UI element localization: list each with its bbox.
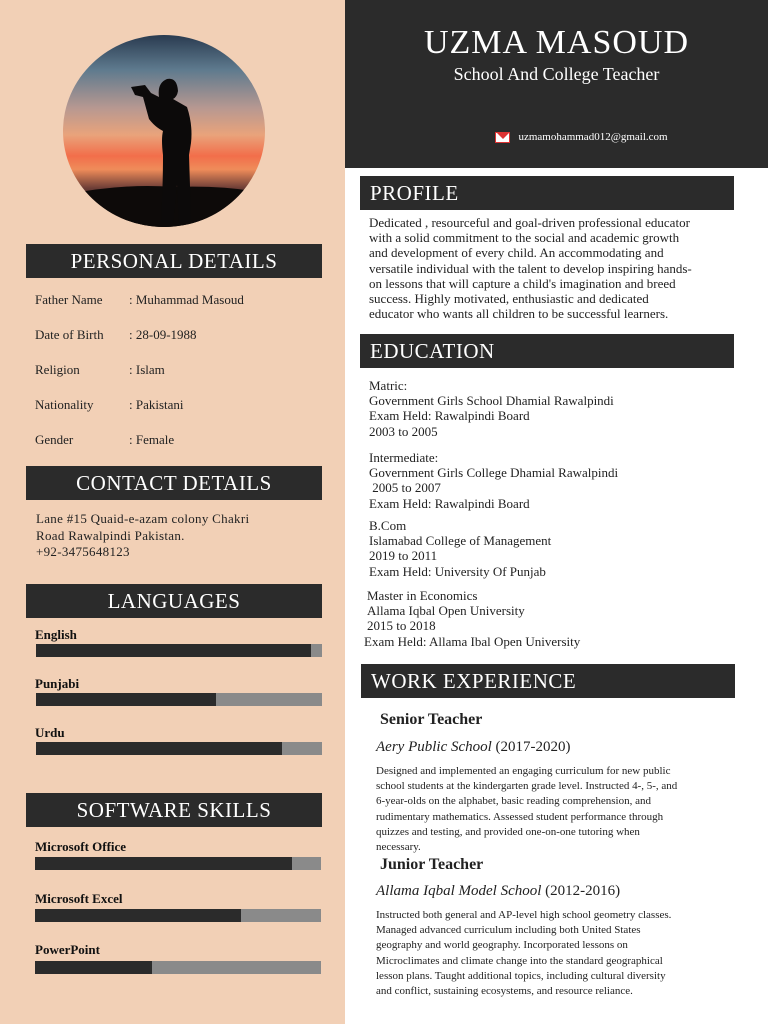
field-value: : Pakistani bbox=[129, 397, 184, 412]
desc-line: Designed and implemented an engaging curriculum for new public bbox=[376, 765, 671, 777]
desc-line: school students at the kindergarten grade level. Instructed 4-, 5-, and bbox=[376, 780, 678, 793]
job-period: (2012-2016) bbox=[541, 883, 621, 899]
education-entry bbox=[369, 450, 618, 511]
desc-line: geography and world geography. Incorporated lessons on bbox=[376, 939, 628, 952]
edu-line: Allama Iqbal Open University bbox=[367, 603, 525, 619]
personal-details-heading: PERSONAL DETAILS bbox=[26, 244, 322, 278]
profile-line: on lessons that will capture a child's imagination and breed bbox=[369, 275, 676, 291]
email-row bbox=[345, 131, 768, 143]
job-description bbox=[376, 764, 734, 855]
profile-heading: PROFILE bbox=[360, 176, 734, 210]
software-skills-heading: SOFTWARE SKILLS bbox=[26, 793, 322, 827]
bar-fill bbox=[36, 742, 282, 755]
edu-line: Islamabad College of Management bbox=[369, 533, 552, 549]
edu-line: 2019 to 2011 bbox=[369, 548, 438, 564]
software-bar bbox=[35, 961, 321, 974]
job-company-line bbox=[376, 739, 571, 756]
languages-heading: LANGUAGES bbox=[26, 584, 322, 618]
photographer-silhouette bbox=[63, 35, 265, 227]
bar-fill bbox=[36, 693, 216, 706]
job-period: (2017-2020) bbox=[491, 739, 571, 755]
desc-line: lesson plans. Taught additional topics, including cultural diversity bbox=[376, 969, 666, 982]
edu-line: Exam Held: Rawalpindi Board bbox=[369, 495, 530, 511]
phone-number[interactable]: +92-3475648123 bbox=[36, 544, 130, 559]
field-label: Date of Birth bbox=[35, 327, 104, 342]
profile-line: and development of every child. An accommodating and bbox=[369, 245, 664, 261]
profile-photo bbox=[63, 35, 265, 227]
personal-row-nationality bbox=[35, 397, 184, 413]
profile-line: Dedicated , resourceful and goal-driven professional educator bbox=[369, 215, 690, 230]
language-bar bbox=[36, 742, 322, 755]
personal-row-gender bbox=[35, 432, 174, 448]
field-label: Nationality bbox=[35, 397, 94, 412]
edu-line: 2015 to 2018 bbox=[367, 618, 436, 634]
field-label: Father Name bbox=[35, 292, 103, 307]
profile-line: success. Highly motivated, enthusiastic and dedicated bbox=[369, 291, 649, 307]
edu-line: Exam Held: Allama Ibal Open University bbox=[364, 633, 581, 649]
address-line: Lane #15 Quaid-e-azam colony Chakri bbox=[36, 511, 250, 526]
field-label: Gender bbox=[35, 432, 74, 447]
job-title-subtitle: School And College Teacher bbox=[453, 64, 660, 84]
bar-fill bbox=[35, 961, 152, 974]
edu-level: B.Com bbox=[369, 518, 407, 533]
language-label: Urdu bbox=[35, 725, 65, 740]
desc-line: and conflict, sustaining ecosystems, and resource reliance. bbox=[376, 985, 633, 998]
software-label: Microsoft Office bbox=[35, 839, 127, 854]
bar-fill bbox=[36, 644, 311, 657]
education-entry bbox=[369, 378, 614, 439]
software-label: Microsoft Excel bbox=[35, 891, 123, 906]
edu-level: Master in Economics bbox=[367, 588, 478, 603]
language-label: Punjabi bbox=[35, 676, 80, 691]
header-banner bbox=[345, 0, 768, 168]
person-name: UZMA MASOUD bbox=[423, 24, 690, 61]
edu-line: Government Girls College Dhamial Rawalpindi bbox=[369, 465, 619, 481]
personal-row-father bbox=[35, 292, 244, 308]
desc-line: rudimentary mathematics. Assessed student performance through bbox=[376, 810, 664, 823]
software-label: PowerPoint bbox=[35, 942, 100, 957]
job-title: Junior Teacher bbox=[380, 856, 484, 873]
edu-line: Exam Held: Rawalpindi Board bbox=[369, 408, 530, 424]
language-label: English bbox=[35, 627, 77, 642]
job-company-line bbox=[376, 883, 620, 900]
edu-line: Government Girls School Dhamial Rawalpindi bbox=[369, 393, 614, 409]
education-entry bbox=[369, 518, 551, 579]
company-name: Aery Public School bbox=[376, 739, 492, 755]
email-text[interactable]: uzmamohammad012@gmail.com bbox=[518, 131, 668, 143]
field-value: : Islam bbox=[129, 362, 165, 377]
education-entry bbox=[364, 588, 580, 649]
address-line: Road Rawalpindi Pakistan. bbox=[36, 527, 185, 543]
desc-line: quizzes and testing, and provided one-on-one tutoring when bbox=[376, 825, 640, 838]
desc-line: Managed advanced curriculum including both United States bbox=[376, 924, 641, 937]
desc-line: necessary. bbox=[376, 841, 421, 854]
software-bar bbox=[35, 909, 321, 922]
edu-line: 2005 to 2007 bbox=[369, 480, 441, 496]
personal-row-religion bbox=[35, 362, 165, 378]
edu-line: Exam Held: University Of Punjab bbox=[369, 563, 546, 579]
field-value: : Female bbox=[129, 432, 175, 447]
personal-row-dob bbox=[35, 327, 197, 343]
contact-block bbox=[36, 511, 306, 561]
language-bar bbox=[36, 644, 322, 657]
job-description bbox=[376, 908, 734, 999]
profile-line: versatile individual with the talent to develop inspiring hands- bbox=[369, 260, 692, 276]
work-experience-heading: WORK EXPERIENCE bbox=[361, 664, 735, 698]
field-label: Religion bbox=[35, 362, 80, 377]
mail-icon bbox=[495, 132, 510, 143]
bar-fill bbox=[35, 909, 241, 922]
job-title: Senior Teacher bbox=[380, 711, 483, 728]
profile-line: with a solid commitment to the social and academic growth bbox=[369, 230, 680, 246]
education-heading: EDUCATION bbox=[360, 334, 734, 368]
desc-line: Microclimates and climate change into the standard geographical bbox=[376, 954, 663, 967]
field-value: : 28-09-1988 bbox=[129, 327, 197, 342]
desc-line: Instructed both general and AP-level high school geometry classes. bbox=[376, 909, 672, 921]
profile-summary bbox=[369, 215, 729, 321]
language-bar bbox=[36, 693, 322, 706]
contact-details-heading: CONTACT DETAILS bbox=[26, 466, 322, 500]
software-bar bbox=[35, 857, 321, 870]
edu-level: Intermediate: bbox=[369, 450, 439, 465]
desc-line: 6-year-olds on the alphabet, basic reading comprehension, and bbox=[376, 795, 651, 808]
bar-fill bbox=[35, 857, 292, 870]
field-value: : Muhammad Masoud bbox=[129, 292, 244, 307]
edu-level: Matric: bbox=[369, 378, 408, 393]
company-name: Allama Iqbal Model School bbox=[376, 883, 542, 899]
edu-line: 2003 to 2005 bbox=[369, 423, 438, 439]
profile-line: educator who wants all children to be successful learners. bbox=[369, 306, 669, 322]
